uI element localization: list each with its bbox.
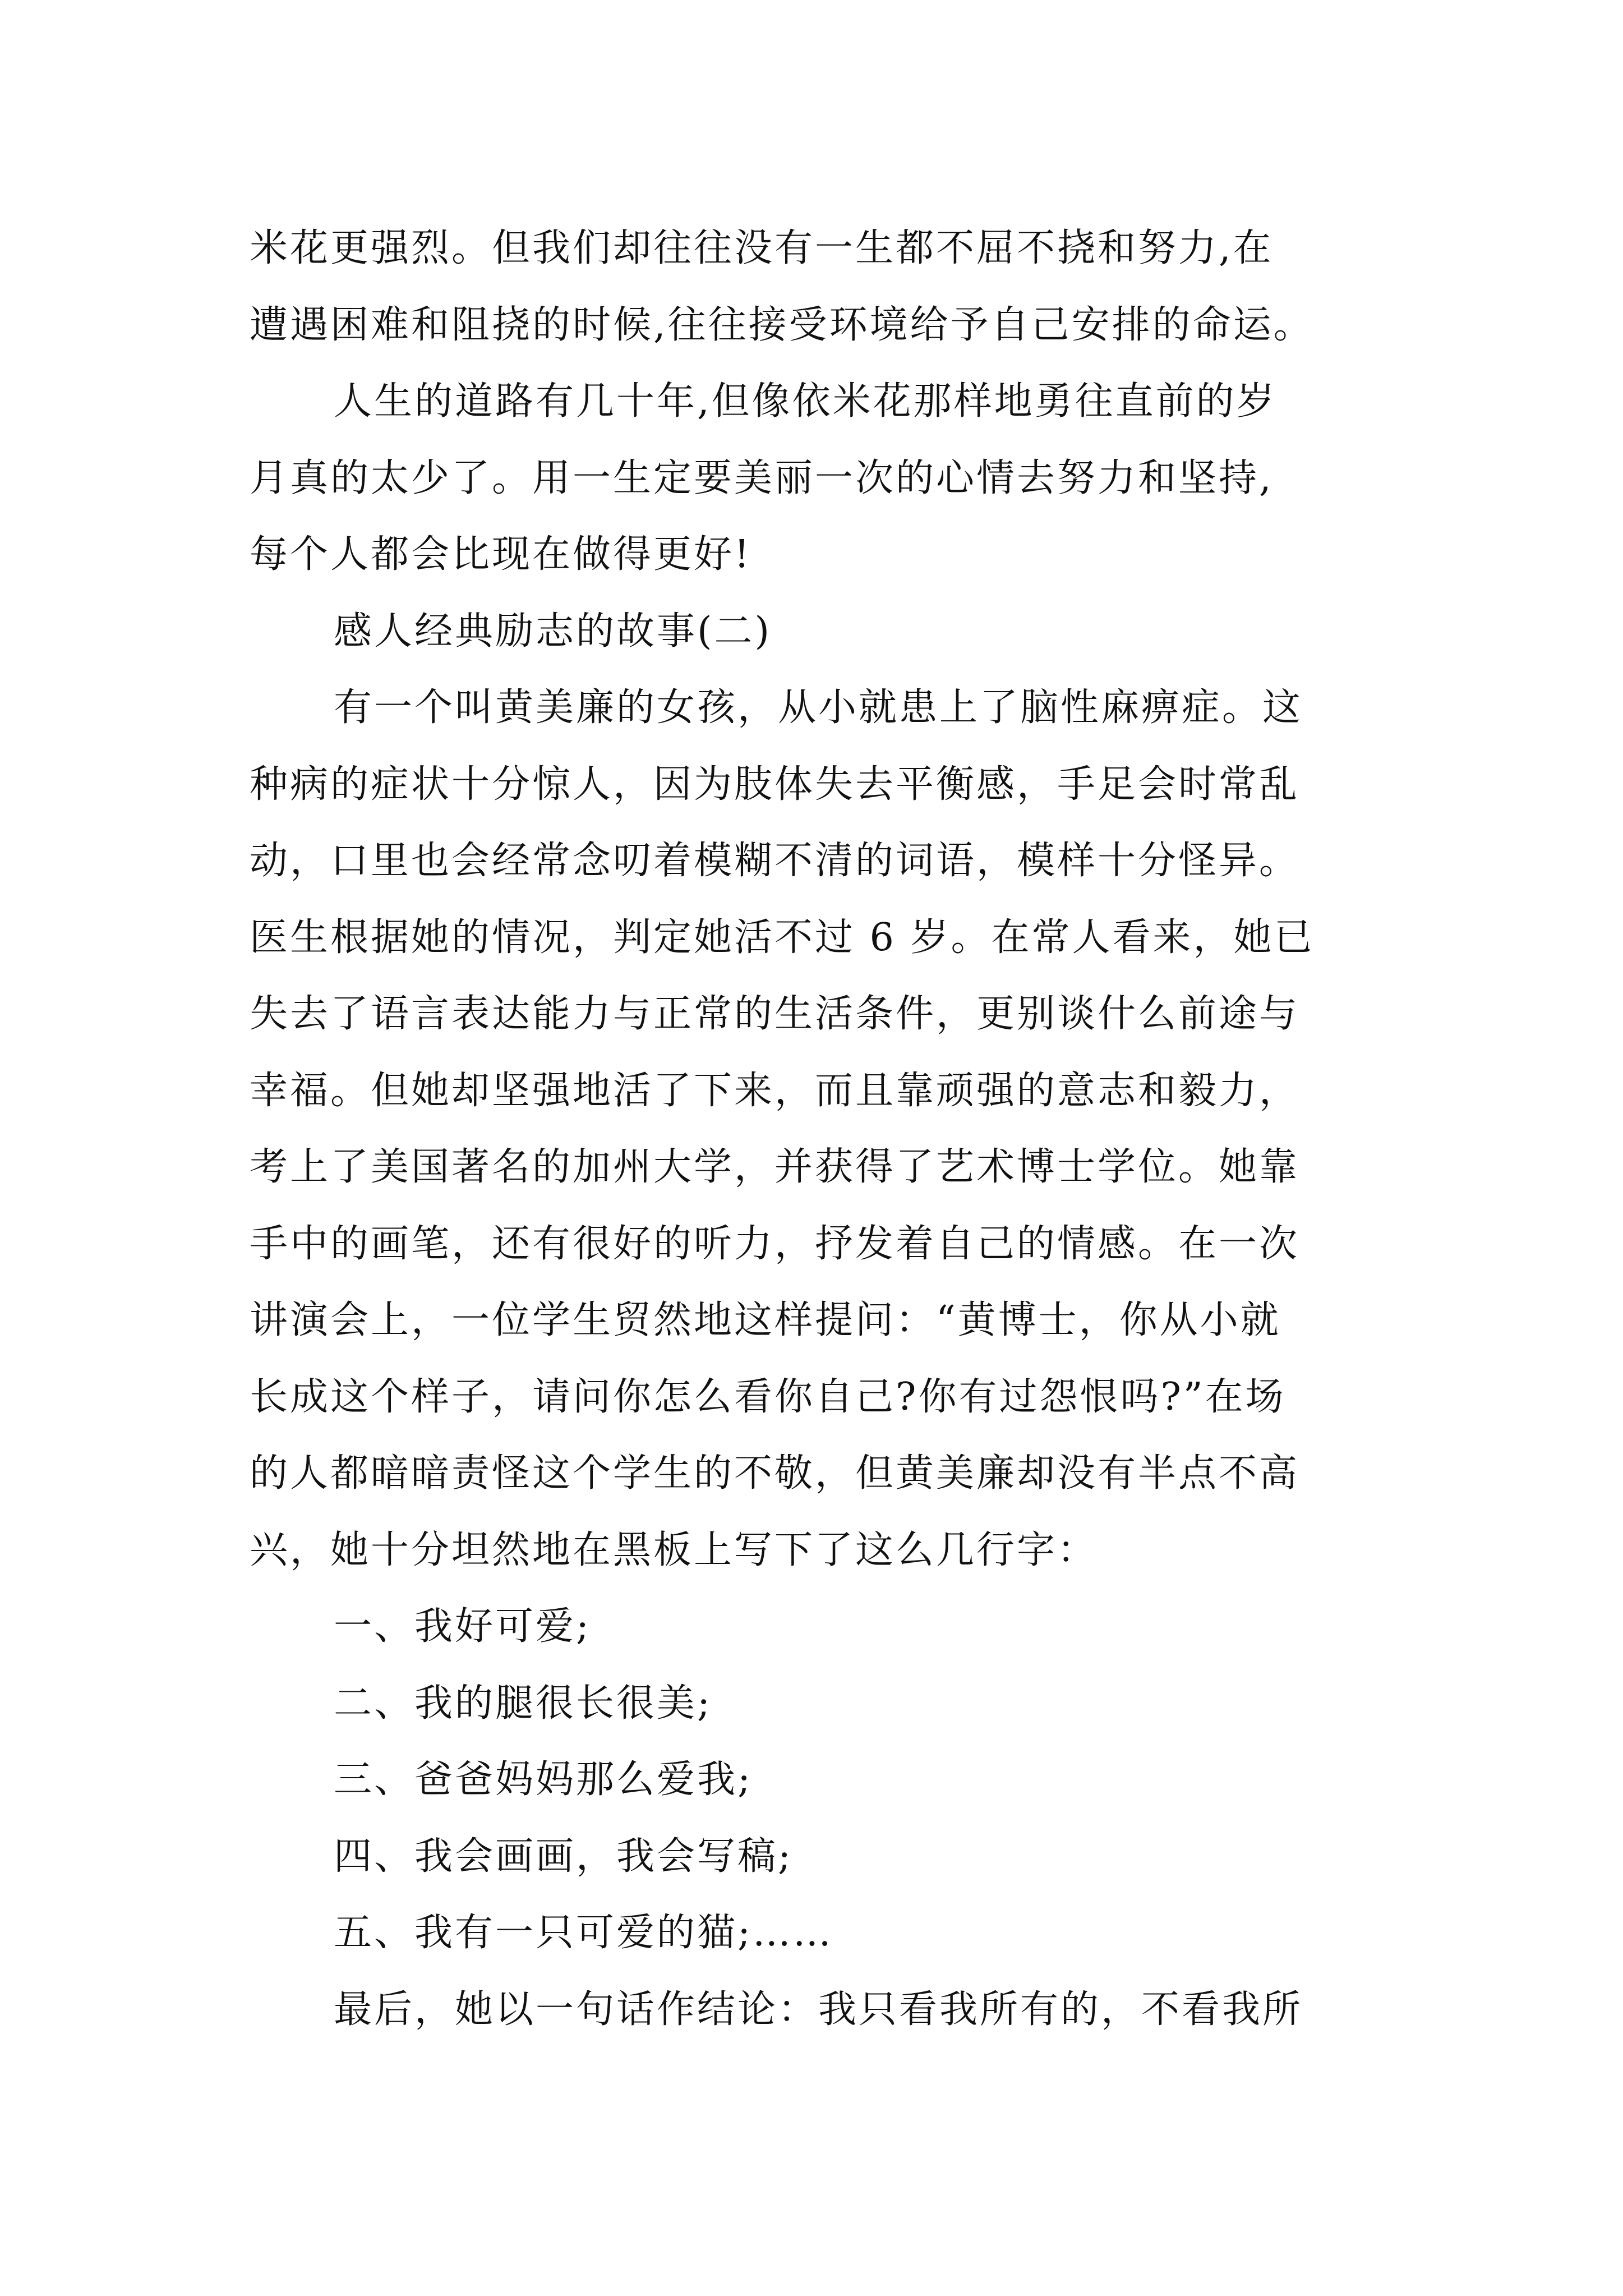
- list-item: 二、我的腿很长很美;: [334, 1681, 712, 1726]
- text-line: 兴，她十分坦然地在黑板上写下了这么几行字：: [250, 1527, 1098, 1572]
- text-line: 每个人都会比现在做得更好!: [250, 532, 752, 577]
- text-line: 动，口里也会经常念叨着模糊不清的词语，模样十分怪异。: [250, 839, 1300, 883]
- document-body: [250, 210, 1394, 2048]
- text-line: 失去了语言表达能力与正常的生活条件，更别谈什么前途与: [250, 992, 1300, 1036]
- text-line: 米花更强烈。但我们却往往没有一生都不屈不挠和努力,在: [250, 226, 1274, 270]
- text-line: 最后，她以一句话作结论：我只看我所有的，不看我所: [334, 1987, 1303, 2032]
- list-item: 一、我好可爱;: [334, 1604, 591, 1649]
- text-line: 手中的画笔，还有很好的听力，抒发着自己的情感。在一次: [250, 1221, 1300, 1266]
- text-line: 的人都暗暗责怪这个学生的不敬，但黄美廉却没有半点不高: [250, 1451, 1300, 1496]
- text-line: 种病的症状十分惊人，因为肢体失去平衡感，手足会时常乱: [250, 762, 1300, 807]
- text-line: 讲演会上，一位学生贸然地这样提问：“黄博士，你从小就: [250, 1298, 1281, 1342]
- text-line: 长成这个样子，请问你怎么看你自己?你有过怨恨吗?”在场: [250, 1374, 1286, 1419]
- text-line: 有一个叫黄美廉的女孩，从小就患上了脑性麻痹症。这: [334, 685, 1303, 730]
- text-line: 考上了美国著名的加州大学，并获得了艺术博士学位。她靠: [250, 1145, 1300, 1189]
- section-heading: 感人经典励志的故事(二): [334, 609, 772, 654]
- text-line: 医生根据她的情况，判定她活不过 6 岁。在常人看来，她已: [250, 915, 1315, 960]
- text-line: 幸福。但她却坚强地活了下来，而且靠顽强的意志和毅力，: [250, 1068, 1300, 1113]
- text-line: 人生的道路有几十年,但像依米花那样地勇往直前的岁: [334, 379, 1277, 424]
- list-item: 四、我会画画，我会写稿;: [334, 1834, 793, 1879]
- list-item: 三、爸爸妈妈那么爱我;: [334, 1757, 753, 1802]
- text-line: 月真的太少了。用一生定要美丽一次的心情去努力和坚持,: [250, 455, 1274, 500]
- list-item: 五、我有一只可爱的猫;……: [334, 1911, 833, 1955]
- text-line: 遭遇困难和阻挠的时候,往往接受环境给予自己安排的命运。: [250, 302, 1314, 347]
